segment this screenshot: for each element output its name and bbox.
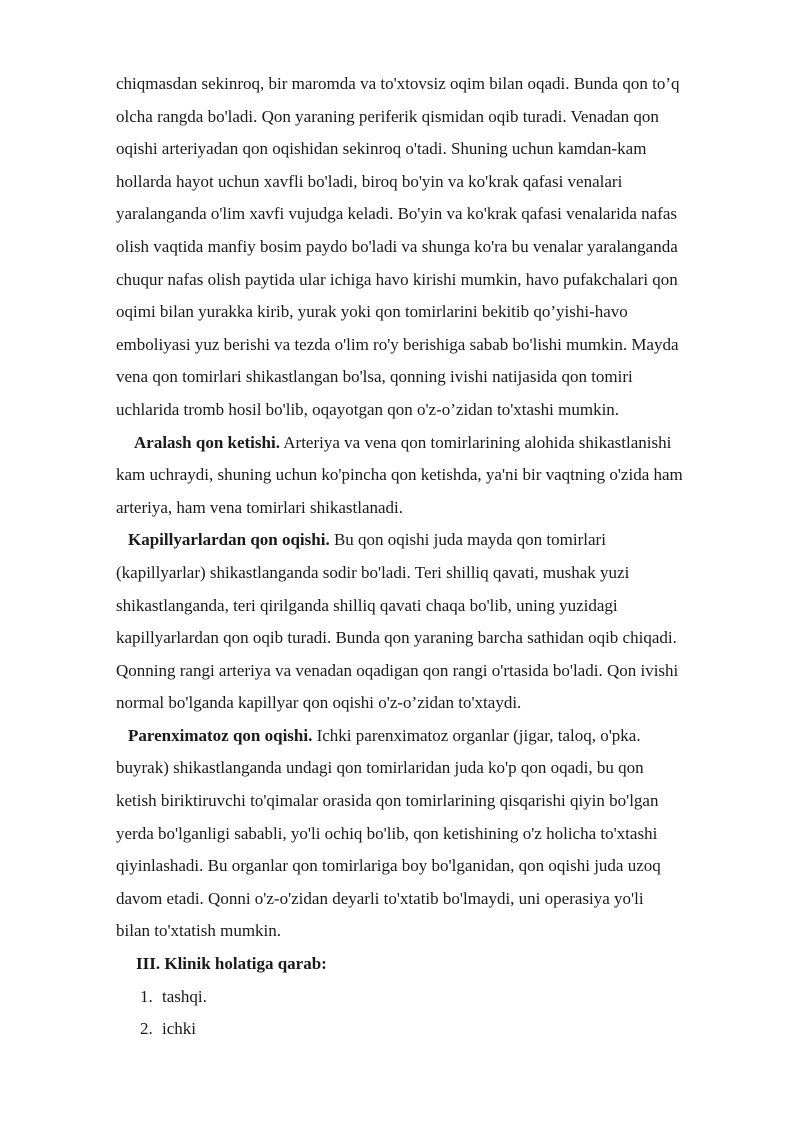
list-item-text: ichki (162, 1019, 196, 1039)
text-line: hollarda hayot uchun xavfli bo'ladi, biroq bo'yin va ko'krak qafasi venalari (116, 171, 623, 191)
list-item (116, 1013, 746, 1046)
list-item (116, 981, 746, 1014)
text-line: buyrak) shikastlanganda undagi qon tomirlaridan juda ko'p qon oqadi, bu qon (116, 758, 644, 778)
intro-paragraph (116, 68, 746, 427)
text-line: bilan to'xtatish mumkin. (116, 921, 282, 941)
text-line: olish vaqtida manfiy bosim paydo bo'ladi va shunga ko'ra bu venalar yaralanganda (116, 236, 678, 256)
text-line: oqishi arteriyadan qon oqishidan sekinroq o'tadi. Shuning uchun kamdan-kam (116, 139, 647, 159)
text-line: shikastlanganda, teri qirilganda shilliq qavati chaqa bo'lib, uning yuzidagi (116, 595, 618, 615)
text-line: oqimi bilan yurakka kirib, yurak yoki qon tomirlarini bekitib qo’yishi-havo (116, 302, 628, 322)
list-item-text: tashqi. (162, 986, 207, 1006)
text-line: Bu qon oqishi juda mayda qon tomirlari (329, 530, 606, 550)
klinik-section (116, 948, 746, 1046)
klinik-heading: III. Klinik holatiga qarab: (136, 954, 327, 974)
kapillyar-heading: Kapillyarlardan qon oqishi. (128, 530, 330, 550)
text-line: kapillyarlardan qon oqib turadi. Bunda qon yaraning barcha sathidan oqib chiqadi. (116, 628, 677, 648)
text-line: qiyinlashadi. Bu organlar qon tomirlariga boy bo'lganidan, qon oqishi juda uzoq (116, 856, 661, 876)
parenximatoz-paragraph (116, 720, 746, 948)
aralash-heading: Aralash qon ketishi. (134, 432, 280, 452)
text-line: Arteriya va vena qon tomirlarining alohida shikastlanishi (279, 432, 672, 452)
document-page (116, 68, 746, 1046)
text-line: olcha rangda bo'ladi. Qon yaraning periferik qismidan oqib turadi. Venadan qon (116, 106, 659, 126)
aralash-paragraph (116, 427, 746, 525)
text-line: chiqmasdan sekinroq, bir maromda va to'xtovsiz oqim bilan oqadi. Bunda qon to’q (116, 74, 680, 93)
text-line: arteriya, ham vena tomirlari shikastlanadi. (116, 497, 404, 517)
text-line: (kapillyarlar) shikastlanganda sodir bo'ladi. Teri shilliq qavati, mushak yuzi (116, 562, 630, 582)
kapillyar-paragraph (116, 524, 746, 720)
text-line: Ichki parenximatoz organlar (jigar, taloq, o'pka. (312, 725, 641, 745)
text-line: chuqur nafas olish paytida ular ichiga havo kirishi mumkin, havo pufakchalari qon (116, 269, 678, 289)
parenximatoz-heading: Parenximatoz qon oqishi. (128, 725, 313, 745)
text-line: yerda bo'lganligi sababli, yo'li ochiq bo'lib, qon ketishining o'z holicha to'xtashi (116, 823, 658, 843)
list-number: 1. (140, 986, 153, 1006)
text-line: uchlarida tromb hosil bo'lib, oqayotgan qon o'z-o’zidan to'xtashi mumkin. (116, 399, 620, 419)
text-line: vena qon tomirlari shikastlangan bo'lsa, qonning ivishi natijasida qon tomiri (116, 367, 633, 387)
text-line: yaralanganda o'lim xavfi vujudga keladi. Bo'yin va ko'krak qafasi venalarida nafas (116, 204, 678, 224)
text-line: Qonning rangi arteriya va venadan oqadigan qon rangi o'rtasida bo'ladi. Qon ivishi (116, 660, 679, 680)
text-line: normal bo'lganda kapillyar qon oqishi o'z-o’zidan to'xtaydi. (116, 693, 522, 713)
list-number: 2. (140, 1019, 153, 1039)
text-line: emboliyasi yuz berishi va tezda o'lim ro'y berishiga sabab bo'lishi mumkin. Mayda (116, 334, 679, 354)
text-line: ketish biriktiruvchi to'qimalar orasida qon tomirlarining qisqarishi qiyin bo'lgan (116, 791, 659, 811)
text-line: davom etadi. Qonni o'z-o'zidan deyarli to'xtatib bo'lmaydi, uni operasiya yo'li (116, 888, 644, 908)
text-line: kam uchraydi, shuning uchun ko'pincha qon ketishda, ya'ni bir vaqtning o'zida ham (116, 465, 683, 485)
